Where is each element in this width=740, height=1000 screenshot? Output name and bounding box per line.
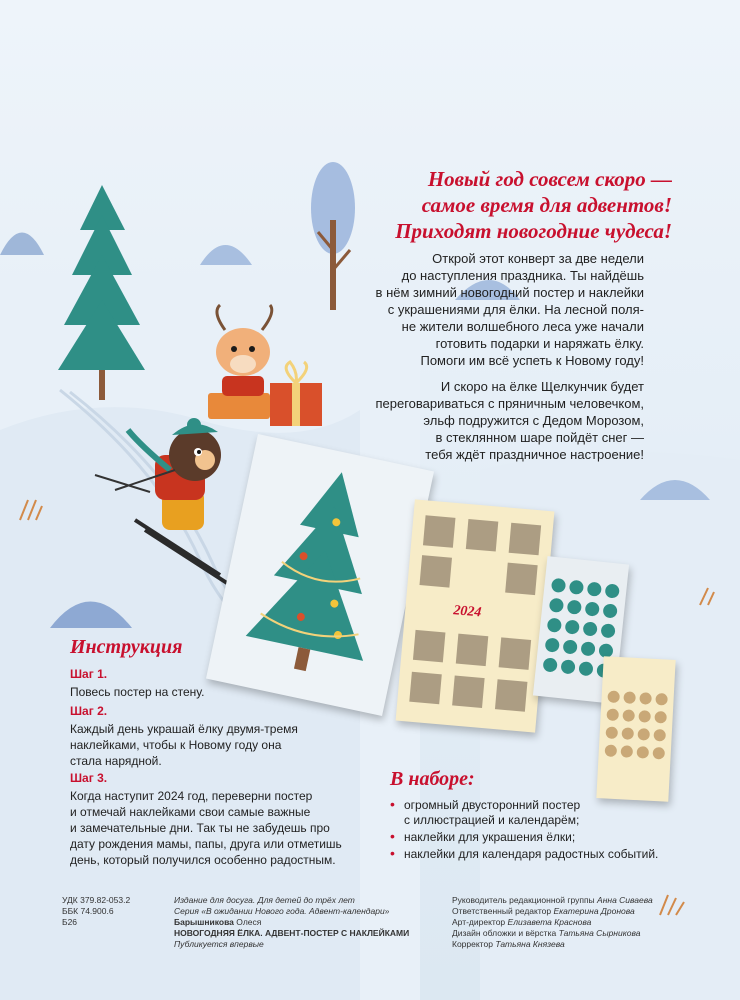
author bbox=[174, 917, 434, 928]
intro-line: Открой этот конверт за две недели bbox=[432, 251, 644, 266]
calendar-year: 2024 bbox=[452, 603, 482, 621]
heading-line-1: Новый год совсем скоро — bbox=[427, 167, 672, 191]
credit-role: Руководитель редакционной группы bbox=[452, 895, 595, 905]
credit-name: Татьяна Сырникова bbox=[558, 928, 641, 938]
credit-name: Елизавета Краснова bbox=[507, 917, 592, 927]
step-3 bbox=[70, 770, 370, 868]
intro-line: в стеклянном шаре пойдёт снег — bbox=[435, 430, 644, 445]
intro-line: с украшениями для ёлки. На лесной поля- bbox=[387, 302, 644, 317]
intro-line: не жители волшебного леса уже начали bbox=[401, 319, 644, 334]
intro-line: Помоги им всё успеть к Новому году! bbox=[420, 353, 644, 368]
credit-line bbox=[452, 928, 662, 939]
code-udk: УДК 379.82-053.2 bbox=[62, 895, 131, 905]
instruction-title: Инструкция bbox=[70, 636, 183, 658]
credit-line bbox=[452, 895, 662, 906]
series-name: Серия «В ожидании Нового года. Адвент-календари» bbox=[174, 906, 390, 916]
intro-line: переговариваться с пряничным человечком, bbox=[375, 396, 644, 411]
kit-item: • наклейки для украшения ёлки; bbox=[390, 830, 690, 845]
step-line: и отмечай наклейками свои самые важные bbox=[70, 805, 311, 819]
intro-line: в нём зимний новогодний постер и наклейки bbox=[375, 285, 644, 300]
credit-line bbox=[452, 917, 662, 928]
intro-paragraph-1 bbox=[362, 250, 644, 369]
sticker-sheet-calendar bbox=[596, 656, 675, 802]
credit-role: Дизайн обложки и вёрстка bbox=[452, 928, 557, 938]
step-line: наклейками, чтобы к Новому году она bbox=[70, 738, 282, 752]
step-line: стала нарядной. bbox=[70, 754, 162, 768]
step-line: день, который получился особенно радостным. bbox=[70, 853, 336, 867]
heading-line-2: самое время для адвентов! bbox=[421, 193, 672, 217]
intro-line: готовить подарки и наряжать ёлку. bbox=[435, 336, 644, 351]
step-line: дату рождения мамы, папы, друга или отметишь bbox=[70, 837, 342, 851]
step-label: Шаг 3. bbox=[70, 771, 108, 785]
intro-line: эльф подружится с Дедом Морозом, bbox=[423, 413, 644, 428]
classification-codes bbox=[62, 895, 162, 928]
credit-role: Корректор bbox=[452, 939, 493, 949]
kit-title: В наборе: bbox=[390, 768, 475, 790]
author-name: Олеся bbox=[236, 917, 262, 927]
step-2 bbox=[70, 703, 370, 769]
kit-list bbox=[390, 798, 690, 864]
poster-calendar bbox=[396, 499, 555, 732]
credit-line bbox=[452, 906, 662, 917]
step-line: Каждый день украшай ёлку двумя-тремя bbox=[70, 722, 298, 736]
step-line: Когда наступит 2024 год, переверни постер bbox=[70, 789, 313, 803]
edition-note: Издание для досуга. Для детей до трёх лет bbox=[174, 895, 355, 905]
kit-item: • наклейки для календаря радостных событий. bbox=[390, 847, 690, 862]
credit-role: Ответственный редактор bbox=[452, 906, 552, 916]
credits bbox=[452, 895, 662, 950]
step-1 bbox=[70, 666, 370, 700]
credit-name: Анна Сиваева bbox=[597, 895, 653, 905]
book-title: НОВОГОДНЯЯ ЁЛКА. АДВЕНТ-ПОСТЕР С НАКЛЕЙКАМИ bbox=[174, 928, 410, 938]
code-bbk: ББК 74.900.6 bbox=[62, 906, 114, 916]
bush-left-top bbox=[0, 233, 44, 256]
step-line: Повесь постер на стену. bbox=[70, 685, 205, 699]
first-publication-note: Публикуется впервые bbox=[174, 939, 264, 949]
intro-line: до наступления праздника. Ты найдёшь bbox=[401, 268, 644, 283]
intro-paragraph-2 bbox=[362, 378, 644, 463]
credit-name: Екатерина Дронова bbox=[553, 906, 635, 916]
author-surname: Барышникова bbox=[174, 917, 234, 927]
intro-line: тебя ждёт праздничное настроение! bbox=[425, 447, 644, 462]
sticker-squares bbox=[596, 656, 675, 802]
main-heading bbox=[372, 166, 672, 244]
intro-line: И скоро на ёлке Щелкунчик будет bbox=[440, 379, 644, 394]
step-line: и замечательные дни. Так ты не забудешь про bbox=[70, 821, 330, 835]
book-info bbox=[174, 895, 434, 950]
step-label: Шаг 2. bbox=[70, 704, 108, 718]
kit-item: • огромный двусторонний постер с иллюстрацией и календарём; bbox=[390, 798, 690, 828]
credit-line bbox=[452, 939, 662, 950]
credit-role: Арт-директор bbox=[452, 917, 506, 927]
step-label: Шаг 1. bbox=[70, 667, 108, 681]
code-author-mark: Б26 bbox=[62, 917, 78, 927]
heading-line-3: Приходят новогодние чудеса! bbox=[395, 219, 672, 243]
intro-text bbox=[362, 250, 644, 472]
credit-name: Татьяна Князева bbox=[495, 939, 565, 949]
